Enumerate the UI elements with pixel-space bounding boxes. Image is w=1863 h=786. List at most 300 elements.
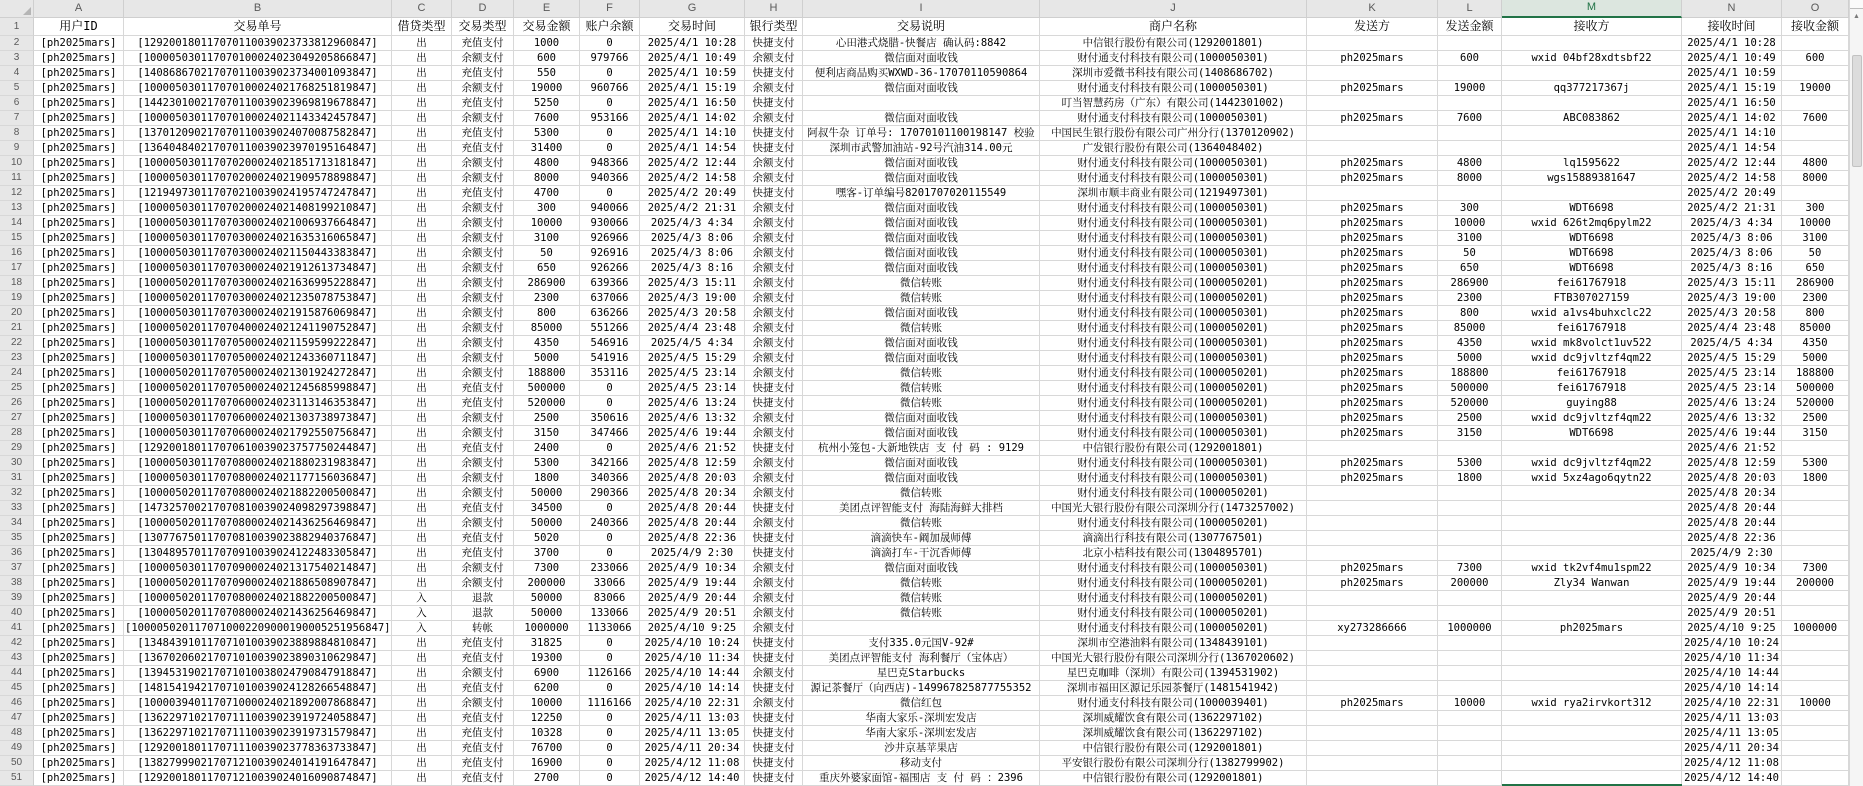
scrollbar-thumb[interactable] [1852, 55, 1862, 167]
row-number-31[interactable]: 31 [0, 471, 34, 486]
cell-C17[interactable]: 出 [392, 261, 452, 276]
cell-N14[interactable]: 2025/4/3 4:34 [1682, 216, 1782, 231]
cell-K6[interactable] [1307, 96, 1438, 111]
cell-O32[interactable] [1782, 486, 1849, 501]
row-number-20[interactable]: 20 [0, 306, 34, 321]
cell-O48[interactable] [1782, 726, 1849, 741]
cell-B18[interactable]: [100005020117070300024021636995228847] [124, 276, 392, 291]
row-number-28[interactable]: 28 [0, 426, 34, 441]
cell-N25[interactable]: 2025/4/5 23:14 [1682, 381, 1782, 396]
cell-G25[interactable]: 2025/4/5 23:14 [640, 381, 745, 396]
cell-D18[interactable]: 余额支付 [452, 276, 514, 291]
cell-M11[interactable]: wgs15889381647 [1502, 171, 1682, 186]
cell-C32[interactable]: 出 [392, 486, 452, 501]
cell-O30[interactable]: 5300 [1782, 456, 1849, 471]
cell-C7[interactable]: 出 [392, 111, 452, 126]
row-number-2[interactable]: 2 [0, 36, 34, 51]
cell-L4[interactable] [1438, 66, 1502, 81]
cell-A8[interactable]: [ph2025mars] [34, 126, 124, 141]
cell-M23[interactable]: wxid dc9jvltzf4qm22 [1502, 351, 1682, 366]
cell-J18[interactable]: 财付通支付科技有限公司(1000050201) [1040, 276, 1307, 291]
cell-O45[interactable] [1782, 681, 1849, 696]
cell-D44[interactable]: 余额支付 [452, 666, 514, 681]
cell-F50[interactable]: 0 [580, 756, 640, 771]
cell-M6[interactable] [1502, 96, 1682, 111]
row-number-17[interactable]: 17 [0, 261, 34, 276]
cell-D10[interactable]: 余额支付 [452, 156, 514, 171]
cell-G34[interactable]: 2025/4/8 20:44 [640, 516, 745, 531]
cell-O26[interactable]: 520000 [1782, 396, 1849, 411]
cell-D46[interactable]: 余额支付 [452, 696, 514, 711]
cell-O47[interactable] [1782, 711, 1849, 726]
cell-D22[interactable]: 余额支付 [452, 336, 514, 351]
cell-C40[interactable]: 入 [392, 606, 452, 621]
cell-G14[interactable]: 2025/4/3 4:34 [640, 216, 745, 231]
cell-K8[interactable] [1307, 126, 1438, 141]
row-number-12[interactable]: 12 [0, 186, 34, 201]
cell-L32[interactable] [1438, 486, 1502, 501]
cell-J27[interactable]: 财付通支付科技有限公司(1000050301) [1040, 411, 1307, 426]
cell-A33[interactable]: [ph2025mars] [34, 501, 124, 516]
cell-L2[interactable] [1438, 36, 1502, 51]
cell-C48[interactable]: 出 [392, 726, 452, 741]
cell-I35[interactable]: 滴滴快车-阚加晟师傅 [803, 531, 1040, 546]
cell-J12[interactable]: 深圳市顺丰商业有限公司(1219497301) [1040, 186, 1307, 201]
header-cell-H1[interactable]: 银行类型 [745, 18, 803, 36]
row-number-22[interactable]: 22 [0, 336, 34, 351]
row-number-4[interactable]: 4 [0, 66, 34, 81]
cell-A34[interactable]: [ph2025mars] [34, 516, 124, 531]
row-number-29[interactable]: 29 [0, 441, 34, 456]
cell-K31[interactable]: ph2025mars [1307, 471, 1438, 486]
cell-D13[interactable]: 余额支付 [452, 201, 514, 216]
cell-F33[interactable]: 0 [580, 501, 640, 516]
cell-D29[interactable]: 充值支付 [452, 441, 514, 456]
cell-L17[interactable]: 650 [1438, 261, 1502, 276]
header-cell-N1[interactable]: 接收时间 [1682, 18, 1782, 36]
cell-K20[interactable]: ph2025mars [1307, 306, 1438, 321]
cell-I37[interactable]: 微信面对面收钱 [803, 561, 1040, 576]
cell-F49[interactable]: 0 [580, 741, 640, 756]
cell-D20[interactable]: 余额支付 [452, 306, 514, 321]
cell-F23[interactable]: 541916 [580, 351, 640, 366]
cell-I46[interactable]: 微信红包 [803, 696, 1040, 711]
cell-N7[interactable]: 2025/4/1 14:02 [1682, 111, 1782, 126]
cell-B10[interactable]: [100005030117070200024021851713181847] [124, 156, 392, 171]
cell-N43[interactable]: 2025/4/10 11:34 [1682, 651, 1782, 666]
cell-K23[interactable]: ph2025mars [1307, 351, 1438, 366]
cell-G26[interactable]: 2025/4/6 13:24 [640, 396, 745, 411]
cell-I24[interactable]: 微信转账 [803, 366, 1040, 381]
cell-L49[interactable] [1438, 741, 1502, 756]
cell-M13[interactable]: WDT6698 [1502, 201, 1682, 216]
cell-F16[interactable]: 926916 [580, 246, 640, 261]
cell-I48[interactable]: 华南大家乐-深圳宏发店 [803, 726, 1040, 741]
cell-I49[interactable]: 沙井京基苹果店 [803, 741, 1040, 756]
cell-I29[interactable]: 杭州小笼包-大新地铁店 支 付 码 : 9129 [803, 441, 1040, 456]
cell-N32[interactable]: 2025/4/8 20:34 [1682, 486, 1782, 501]
cell-F22[interactable]: 546916 [580, 336, 640, 351]
cell-A2[interactable]: [ph2025mars] [34, 36, 124, 51]
cell-G6[interactable]: 2025/4/1 16:50 [640, 96, 745, 111]
row-number-25[interactable]: 25 [0, 381, 34, 396]
cell-B41[interactable]: [1000050201170710002209000190005251956847] [125, 622, 391, 634]
cell-H44[interactable]: 余额支付 [745, 666, 803, 681]
cell-A11[interactable]: [ph2025mars] [34, 171, 124, 186]
row-number-40[interactable]: 40 [0, 606, 34, 621]
cell-N21[interactable]: 2025/4/4 23:48 [1682, 321, 1782, 336]
cell-K41[interactable]: xy273286666 [1307, 621, 1438, 636]
cell-L23[interactable]: 5000 [1438, 351, 1502, 366]
cell-B42[interactable]: [134843910117071010039023889884810847] [124, 636, 392, 651]
cell-N47[interactable]: 2025/4/11 13:03 [1682, 711, 1782, 726]
cell-F24[interactable]: 353116 [580, 366, 640, 381]
cell-A39[interactable]: [ph2025mars] [34, 591, 124, 606]
cell-M19[interactable]: FTB307027159 [1502, 291, 1682, 306]
cell-F11[interactable]: 940366 [580, 171, 640, 186]
cell-L48[interactable] [1438, 726, 1502, 741]
cell-F14[interactable]: 930066 [580, 216, 640, 231]
cell-I8[interactable]: 阿叔牛杂 订单号: 17070101100198147 校验 [803, 126, 1040, 141]
header-cell-G1[interactable]: 交易时间 [640, 18, 745, 36]
cell-L20[interactable]: 800 [1438, 306, 1502, 321]
cell-O9[interactable] [1782, 141, 1849, 156]
cell-J37[interactable]: 财付通支付科技有限公司(1000050301) [1040, 561, 1307, 576]
cell-D40[interactable]: 退款 [452, 606, 514, 621]
cell-L33[interactable] [1438, 501, 1502, 516]
cell-K42[interactable] [1307, 636, 1438, 651]
cell-K12[interactable] [1307, 186, 1438, 201]
cell-E46[interactable]: 10000 [514, 696, 580, 711]
cell-H47[interactable]: 快捷支付 [745, 711, 803, 726]
cell-C19[interactable]: 出 [392, 291, 452, 306]
cell-A40[interactable]: [ph2025mars] [34, 606, 124, 621]
cell-A28[interactable]: [ph2025mars] [34, 426, 124, 441]
cell-I42[interactable]: 支付335.0元国V-92# [803, 636, 1040, 651]
cell-B3[interactable]: [100005030117070100024023049205866847] [124, 51, 392, 66]
cell-M9[interactable] [1502, 141, 1682, 156]
cell-J40[interactable]: 财付通支付科技有限公司(1000050201) [1040, 606, 1307, 621]
cell-G33[interactable]: 2025/4/8 20:44 [640, 501, 745, 516]
cell-O49[interactable] [1782, 741, 1849, 756]
cell-G39[interactable]: 2025/4/9 20:44 [640, 591, 745, 606]
cell-M16[interactable]: WDT6698 [1502, 246, 1682, 261]
cell-G13[interactable]: 2025/4/2 21:31 [640, 201, 745, 216]
cell-A48[interactable]: [ph2025mars] [34, 726, 124, 741]
cell-H19[interactable]: 余额支付 [745, 291, 803, 306]
cell-J35[interactable]: 滴滴出行科技有限公司(1307767501) [1040, 531, 1307, 546]
cell-N41[interactable]: 2025/4/10 9:25 [1682, 621, 1782, 636]
cell-O44[interactable] [1782, 666, 1849, 681]
cell-J39[interactable]: 财付通支付科技有限公司(1000050201) [1040, 591, 1307, 606]
cell-C12[interactable]: 出 [392, 186, 452, 201]
cell-G36[interactable]: 2025/4/9 2:30 [640, 546, 745, 561]
cell-F5[interactable]: 960766 [580, 81, 640, 96]
column-header-K[interactable]: K [1307, 0, 1438, 18]
cell-I30[interactable]: 微信面对面收钱 [803, 456, 1040, 471]
cell-H24[interactable]: 余额支付 [745, 366, 803, 381]
cell-L39[interactable] [1438, 591, 1502, 606]
cell-O43[interactable] [1782, 651, 1849, 666]
cell-N50[interactable]: 2025/4/12 11:08 [1682, 756, 1782, 771]
cell-L7[interactable]: 7600 [1438, 111, 1502, 126]
cell-F35[interactable]: 0 [580, 531, 640, 546]
cell-D9[interactable]: 充值支付 [452, 141, 514, 156]
cell-D32[interactable]: 余额支付 [452, 486, 514, 501]
cell-G45[interactable]: 2025/4/10 14:14 [640, 681, 745, 696]
cell-E42[interactable]: 31825 [514, 636, 580, 651]
cell-H31[interactable]: 余额支付 [745, 471, 803, 486]
cell-M17[interactable]: WDT6698 [1502, 261, 1682, 276]
cell-E24[interactable]: 188800 [514, 366, 580, 381]
cell-E49[interactable]: 76700 [514, 741, 580, 756]
column-header-C[interactable]: C [392, 0, 452, 18]
cell-F8[interactable]: 0 [580, 126, 640, 141]
cell-N26[interactable]: 2025/4/6 13:24 [1682, 396, 1782, 411]
cell-O4[interactable] [1782, 66, 1849, 81]
cell-G50[interactable]: 2025/4/12 11:08 [640, 756, 745, 771]
cell-K47[interactable] [1307, 711, 1438, 726]
cell-O12[interactable] [1782, 186, 1849, 201]
cell-E9[interactable]: 31400 [514, 141, 580, 156]
cell-F45[interactable]: 0 [580, 681, 640, 696]
cell-J23[interactable]: 财付通支付科技有限公司(1000050301) [1040, 351, 1307, 366]
cell-I33[interactable]: 美团点评智能支付 海陆海鲜大排档 [803, 501, 1040, 516]
row-number-3[interactable]: 3 [0, 51, 34, 66]
cell-A9[interactable]: [ph2025mars] [34, 141, 124, 156]
cell-I17[interactable]: 微信面对面收钱 [803, 261, 1040, 276]
cell-E21[interactable]: 85000 [514, 321, 580, 336]
cell-A25[interactable]: [ph2025mars] [34, 381, 124, 396]
cell-C22[interactable]: 出 [392, 336, 452, 351]
cell-B46[interactable]: [100003940117071000024021892007868847] [124, 696, 392, 711]
header-cell-D1[interactable]: 交易类型 [452, 18, 514, 36]
cell-D45[interactable]: 充值支付 [452, 681, 514, 696]
cell-D12[interactable]: 充值支付 [452, 186, 514, 201]
row-number-46[interactable]: 46 [0, 696, 34, 711]
cell-A26[interactable]: [ph2025mars] [34, 396, 124, 411]
cell-K35[interactable] [1307, 531, 1438, 546]
cell-J25[interactable]: 财付通支付科技有限公司(1000050201) [1040, 381, 1307, 396]
cell-D7[interactable]: 余额支付 [452, 111, 514, 126]
cell-L30[interactable]: 5300 [1438, 456, 1502, 471]
row-number-51[interactable]: 51 [0, 771, 34, 786]
row-number-49[interactable]: 49 [0, 741, 34, 756]
cell-B30[interactable]: [100005030117070800024021880231983847] [124, 456, 392, 471]
cell-G28[interactable]: 2025/4/6 19:44 [640, 426, 745, 441]
cell-D15[interactable]: 余额支付 [452, 231, 514, 246]
cell-N31[interactable]: 2025/4/8 20:03 [1682, 471, 1782, 486]
cell-D17[interactable]: 余额支付 [452, 261, 514, 276]
column-header-O[interactable]: O [1782, 0, 1849, 18]
cell-F21[interactable]: 551266 [580, 321, 640, 336]
cell-C51[interactable]: 出 [392, 771, 452, 786]
cell-F4[interactable]: 0 [580, 66, 640, 81]
cell-B12[interactable]: [121949730117070210039024195747247847] [124, 186, 392, 201]
row-number-21[interactable]: 21 [0, 321, 34, 336]
cell-J9[interactable]: 广发银行股份有限公司(1364048402) [1040, 141, 1307, 156]
cell-J44[interactable]: 星巴克咖啡（深圳）有限公司(1394531902) [1040, 666, 1307, 681]
header-cell-K1[interactable]: 发送方 [1307, 18, 1438, 36]
cell-J10[interactable]: 财付通支付科技有限公司(1000050301) [1040, 156, 1307, 171]
cell-A43[interactable]: [ph2025mars] [34, 651, 124, 666]
cell-H35[interactable]: 快捷支付 [745, 531, 803, 546]
cell-H20[interactable]: 余额支付 [745, 306, 803, 321]
row-number-43[interactable]: 43 [0, 651, 34, 666]
cell-L5[interactable]: 19000 [1438, 81, 1502, 96]
cell-G31[interactable]: 2025/4/8 20:03 [640, 471, 745, 486]
cell-K48[interactable] [1307, 726, 1438, 741]
cell-F13[interactable]: 940066 [580, 201, 640, 216]
cell-J3[interactable]: 财付通支付科技有限公司(1000050301) [1040, 51, 1307, 66]
cell-J15[interactable]: 财付通支付科技有限公司(1000050301) [1040, 231, 1307, 246]
cell-G10[interactable]: 2025/4/2 12:44 [640, 156, 745, 171]
cell-D50[interactable]: 充值支付 [452, 756, 514, 771]
cell-E11[interactable]: 8000 [514, 171, 580, 186]
cell-D30[interactable]: 余额支付 [452, 456, 514, 471]
cell-M41[interactable]: ph2025mars [1502, 621, 1682, 636]
cell-F36[interactable]: 0 [580, 546, 640, 561]
cell-M27[interactable]: wxid dc9jvltzf4qm22 [1502, 411, 1682, 426]
cell-I12[interactable]: 嘿客-订单编号8201707020115549 [803, 186, 1040, 201]
cell-A18[interactable]: [ph2025mars] [34, 276, 124, 291]
cell-E22[interactable]: 4350 [514, 336, 580, 351]
cell-B9[interactable]: [136404840217070110039023970195164847] [124, 141, 392, 156]
cell-E37[interactable]: 7300 [514, 561, 580, 576]
cell-K17[interactable]: ph2025mars [1307, 261, 1438, 276]
row-number-38[interactable]: 38 [0, 576, 34, 591]
cell-B14[interactable]: [100005030117070300024021006937664847] [124, 216, 392, 231]
cell-C3[interactable]: 出 [392, 51, 452, 66]
cell-D24[interactable]: 余额支付 [452, 366, 514, 381]
cell-M48[interactable] [1502, 726, 1682, 741]
cell-C35[interactable]: 出 [392, 531, 452, 546]
cell-N36[interactable]: 2025/4/9 2:30 [1682, 546, 1782, 561]
cell-B47[interactable]: [136229710217071110039023919724058847] [124, 711, 392, 726]
cell-E43[interactable]: 19300 [514, 651, 580, 666]
cell-I2[interactable]: 心田港式烧腊-快餐店 确认码:8842 [803, 36, 1040, 51]
cell-N20[interactable]: 2025/4/3 20:58 [1682, 306, 1782, 321]
cell-O42[interactable] [1782, 636, 1849, 651]
cell-L9[interactable] [1438, 141, 1502, 156]
cell-C43[interactable]: 出 [392, 651, 452, 666]
cell-L43[interactable] [1438, 651, 1502, 666]
cell-I47[interactable]: 华南大家乐-深圳宏发店 [803, 711, 1040, 726]
cell-B32[interactable]: [100005020117070800024021882200500847] [124, 486, 392, 501]
cell-K39[interactable] [1307, 591, 1438, 606]
cell-B11[interactable]: [100005030117070200024021909578898847] [124, 171, 392, 186]
cell-O2[interactable] [1782, 36, 1849, 51]
cell-N46[interactable]: 2025/4/10 22:31 [1682, 696, 1782, 711]
cell-E2[interactable]: 1000 [514, 36, 580, 51]
cell-I9[interactable]: 深圳市武警加油站-92号汽油314.00元 [803, 141, 1040, 156]
cell-F29[interactable]: 0 [580, 441, 640, 456]
cell-I45[interactable]: 源记茶餐厅（向西店)-149967825877755352 [803, 681, 1040, 696]
row-number-48[interactable]: 48 [0, 726, 34, 741]
cell-A41[interactable]: [ph2025mars] [34, 621, 124, 636]
cell-F47[interactable]: 0 [580, 711, 640, 726]
cell-E5[interactable]: 19000 [514, 81, 580, 96]
cell-N2[interactable]: 2025/4/1 10:28 [1682, 36, 1782, 51]
cell-F51[interactable]: 0 [580, 771, 640, 786]
cell-O24[interactable]: 188800 [1782, 366, 1849, 381]
row-number-41[interactable]: 41 [0, 621, 34, 636]
cell-L28[interactable]: 3150 [1438, 426, 1502, 441]
cell-H26[interactable]: 快捷支付 [745, 396, 803, 411]
cell-K34[interactable] [1307, 516, 1438, 531]
cell-N44[interactable]: 2025/4/10 14:44 [1682, 666, 1782, 681]
cell-E20[interactable]: 800 [514, 306, 580, 321]
header-cell-A1[interactable]: 用户ID [34, 18, 124, 36]
cell-C15[interactable]: 出 [392, 231, 452, 246]
cell-M26[interactable]: guying88 [1502, 396, 1682, 411]
cell-N40[interactable]: 2025/4/9 20:51 [1682, 606, 1782, 621]
cell-N4[interactable]: 2025/4/1 10:59 [1682, 66, 1782, 81]
cell-B45[interactable]: [148154194217071010039024128266548847] [124, 681, 392, 696]
cell-A7[interactable]: [ph2025mars] [34, 111, 124, 126]
cell-D43[interactable]: 充值支付 [452, 651, 514, 666]
cell-J32[interactable]: 财付通支付科技有限公司(1000050201) [1040, 486, 1307, 501]
row-number-15[interactable]: 15 [0, 231, 34, 246]
cell-G27[interactable]: 2025/4/6 13:32 [640, 411, 745, 426]
cell-I14[interactable]: 微信面对面收钱 [803, 216, 1040, 231]
cell-C37[interactable]: 出 [392, 561, 452, 576]
cell-I6[interactable] [803, 96, 1040, 111]
column-header-N[interactable]: N [1682, 0, 1782, 18]
cell-E3[interactable]: 600 [514, 51, 580, 66]
cell-A46[interactable]: [ph2025mars] [34, 696, 124, 711]
cell-O21[interactable]: 85000 [1782, 321, 1849, 336]
cell-G46[interactable]: 2025/4/10 22:31 [640, 696, 745, 711]
cell-M45[interactable] [1502, 681, 1682, 696]
cell-F12[interactable]: 0 [580, 186, 640, 201]
cell-F41[interactable]: 1133066 [580, 621, 640, 636]
cell-B16[interactable]: [100005030117070300024021150443383847] [124, 246, 392, 261]
cell-M49[interactable] [1502, 741, 1682, 756]
cell-L29[interactable] [1438, 441, 1502, 456]
cell-O35[interactable] [1782, 531, 1849, 546]
cell-M12[interactable] [1502, 186, 1682, 201]
cell-D14[interactable]: 余额支付 [452, 216, 514, 231]
column-header-J[interactable]: J [1040, 0, 1307, 18]
cell-C18[interactable]: 出 [392, 276, 452, 291]
cell-A49[interactable]: [ph2025mars] [34, 741, 124, 756]
cell-E34[interactable]: 50000 [514, 516, 580, 531]
cell-E44[interactable]: 6900 [514, 666, 580, 681]
cell-J2[interactable]: 中信银行股份有限公司(1292001801) [1040, 36, 1307, 51]
cell-L51[interactable] [1438, 771, 1502, 786]
cell-F46[interactable]: 1116166 [580, 696, 640, 711]
cell-O39[interactable] [1782, 591, 1849, 606]
row-number-16[interactable]: 16 [0, 246, 34, 261]
cell-H37[interactable]: 余额支付 [745, 561, 803, 576]
cell-H38[interactable]: 余额支付 [745, 576, 803, 591]
row-number-42[interactable]: 42 [0, 636, 34, 651]
cell-A36[interactable]: [ph2025mars] [34, 546, 124, 561]
cell-H3[interactable]: 余额支付 [745, 51, 803, 66]
cell-L16[interactable]: 50 [1438, 246, 1502, 261]
cell-H41[interactable]: 余额支付 [745, 621, 803, 636]
row-number-9[interactable]: 9 [0, 141, 34, 156]
cell-F10[interactable]: 948366 [580, 156, 640, 171]
cell-C49[interactable]: 出 [392, 741, 452, 756]
cell-H2[interactable]: 快捷支付 [745, 36, 803, 51]
cell-F26[interactable]: 0 [580, 396, 640, 411]
cell-L36[interactable] [1438, 546, 1502, 561]
cell-H29[interactable]: 快捷支付 [745, 441, 803, 456]
cell-A31[interactable]: [ph2025mars] [34, 471, 124, 486]
cell-L42[interactable] [1438, 636, 1502, 651]
